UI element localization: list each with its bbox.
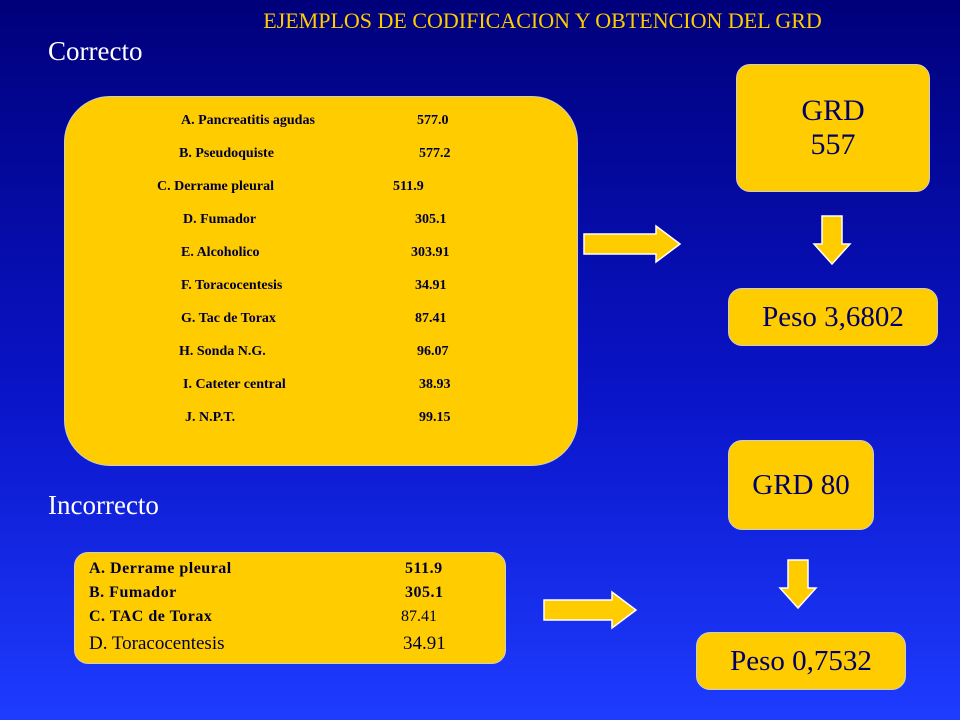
incorrecto-peso-box [696, 632, 906, 690]
peso-value: Peso 0,7532 [730, 644, 872, 677]
row-label: F. Toracocentesis [181, 278, 283, 293]
row-code: 96.07 [417, 344, 449, 359]
correcto-grd-box [736, 64, 930, 192]
correcto-row-j [185, 410, 451, 426]
down-arrow-icon [814, 216, 854, 266]
slide-title-wrap [0, 8, 960, 34]
row-code: 99.15 [419, 410, 451, 425]
row-code: 511.9 [393, 179, 424, 194]
row-label: A. Derrame pleural [89, 560, 232, 577]
grd-number: 557 [810, 128, 856, 161]
row-code: 34.91 [415, 278, 447, 293]
incorrecto-row-a [89, 560, 443, 578]
right-arrow-icon [584, 226, 684, 262]
row-code: 305.1 [415, 212, 447, 227]
row-code: 87.41 [415, 311, 447, 326]
correcto-row-c [157, 179, 424, 195]
row-label: I. Cateter central [183, 377, 286, 392]
down-arrow-icon [780, 560, 820, 610]
row-code: 303.91 [411, 245, 450, 260]
row-label: B. Fumador [89, 584, 177, 601]
incorrecto-grd-box [728, 440, 874, 530]
correcto-row-e [181, 245, 450, 261]
row-code: 577.2 [419, 146, 451, 161]
correcto-row-i [183, 377, 451, 393]
row-label: H. Sonda N.G. [179, 344, 266, 359]
row-code: 38.93 [419, 377, 451, 392]
row-label: G. Tac de Torax [181, 311, 276, 326]
grd-value: GRD 80 [752, 468, 850, 501]
row-code: 34.91 [403, 633, 446, 654]
row-label: E. Alcoholico [181, 245, 260, 260]
row-label: D. Toracocentesis [89, 633, 225, 654]
correcto-peso-box [728, 288, 938, 346]
correcto-row-d [183, 212, 447, 228]
incorrecto-row-b [89, 584, 444, 602]
correcto-label: Correcto [48, 36, 143, 66]
correcto-row-g [181, 311, 447, 327]
correcto-row-h [179, 344, 449, 360]
row-label: J. N.P.T. [185, 410, 236, 425]
incorrecto-codes-box [74, 552, 506, 664]
row-label: C. TAC de Torax [89, 608, 213, 625]
row-code: 305.1 [405, 584, 444, 601]
correcto-codes-box [64, 96, 578, 466]
correcto-row-f [181, 278, 447, 294]
grd-label: GRD [801, 94, 865, 127]
row-code: 577.0 [417, 113, 449, 128]
slide-title: EJEMPLOS DE CODIFICACION Y OBTENCION DEL GRD [263, 8, 822, 33]
correcto-row-a [181, 113, 449, 129]
peso-value: Peso 3,6802 [762, 300, 904, 333]
correcto-row-b [179, 146, 451, 162]
row-code: 87.41 [401, 608, 437, 625]
incorrecto-row-d [89, 633, 446, 655]
incorrecto-label: Incorrecto [48, 490, 159, 520]
row-label: B. Pseudoquiste [179, 146, 274, 161]
incorrecto-row-c [89, 608, 437, 626]
row-label: A. Pancreatitis agudas [181, 113, 315, 128]
row-label: D. Fumador [183, 212, 257, 227]
row-label: C. Derrame pleural [157, 179, 275, 194]
row-code: 511.9 [405, 560, 443, 577]
right-arrow-icon [544, 592, 640, 628]
